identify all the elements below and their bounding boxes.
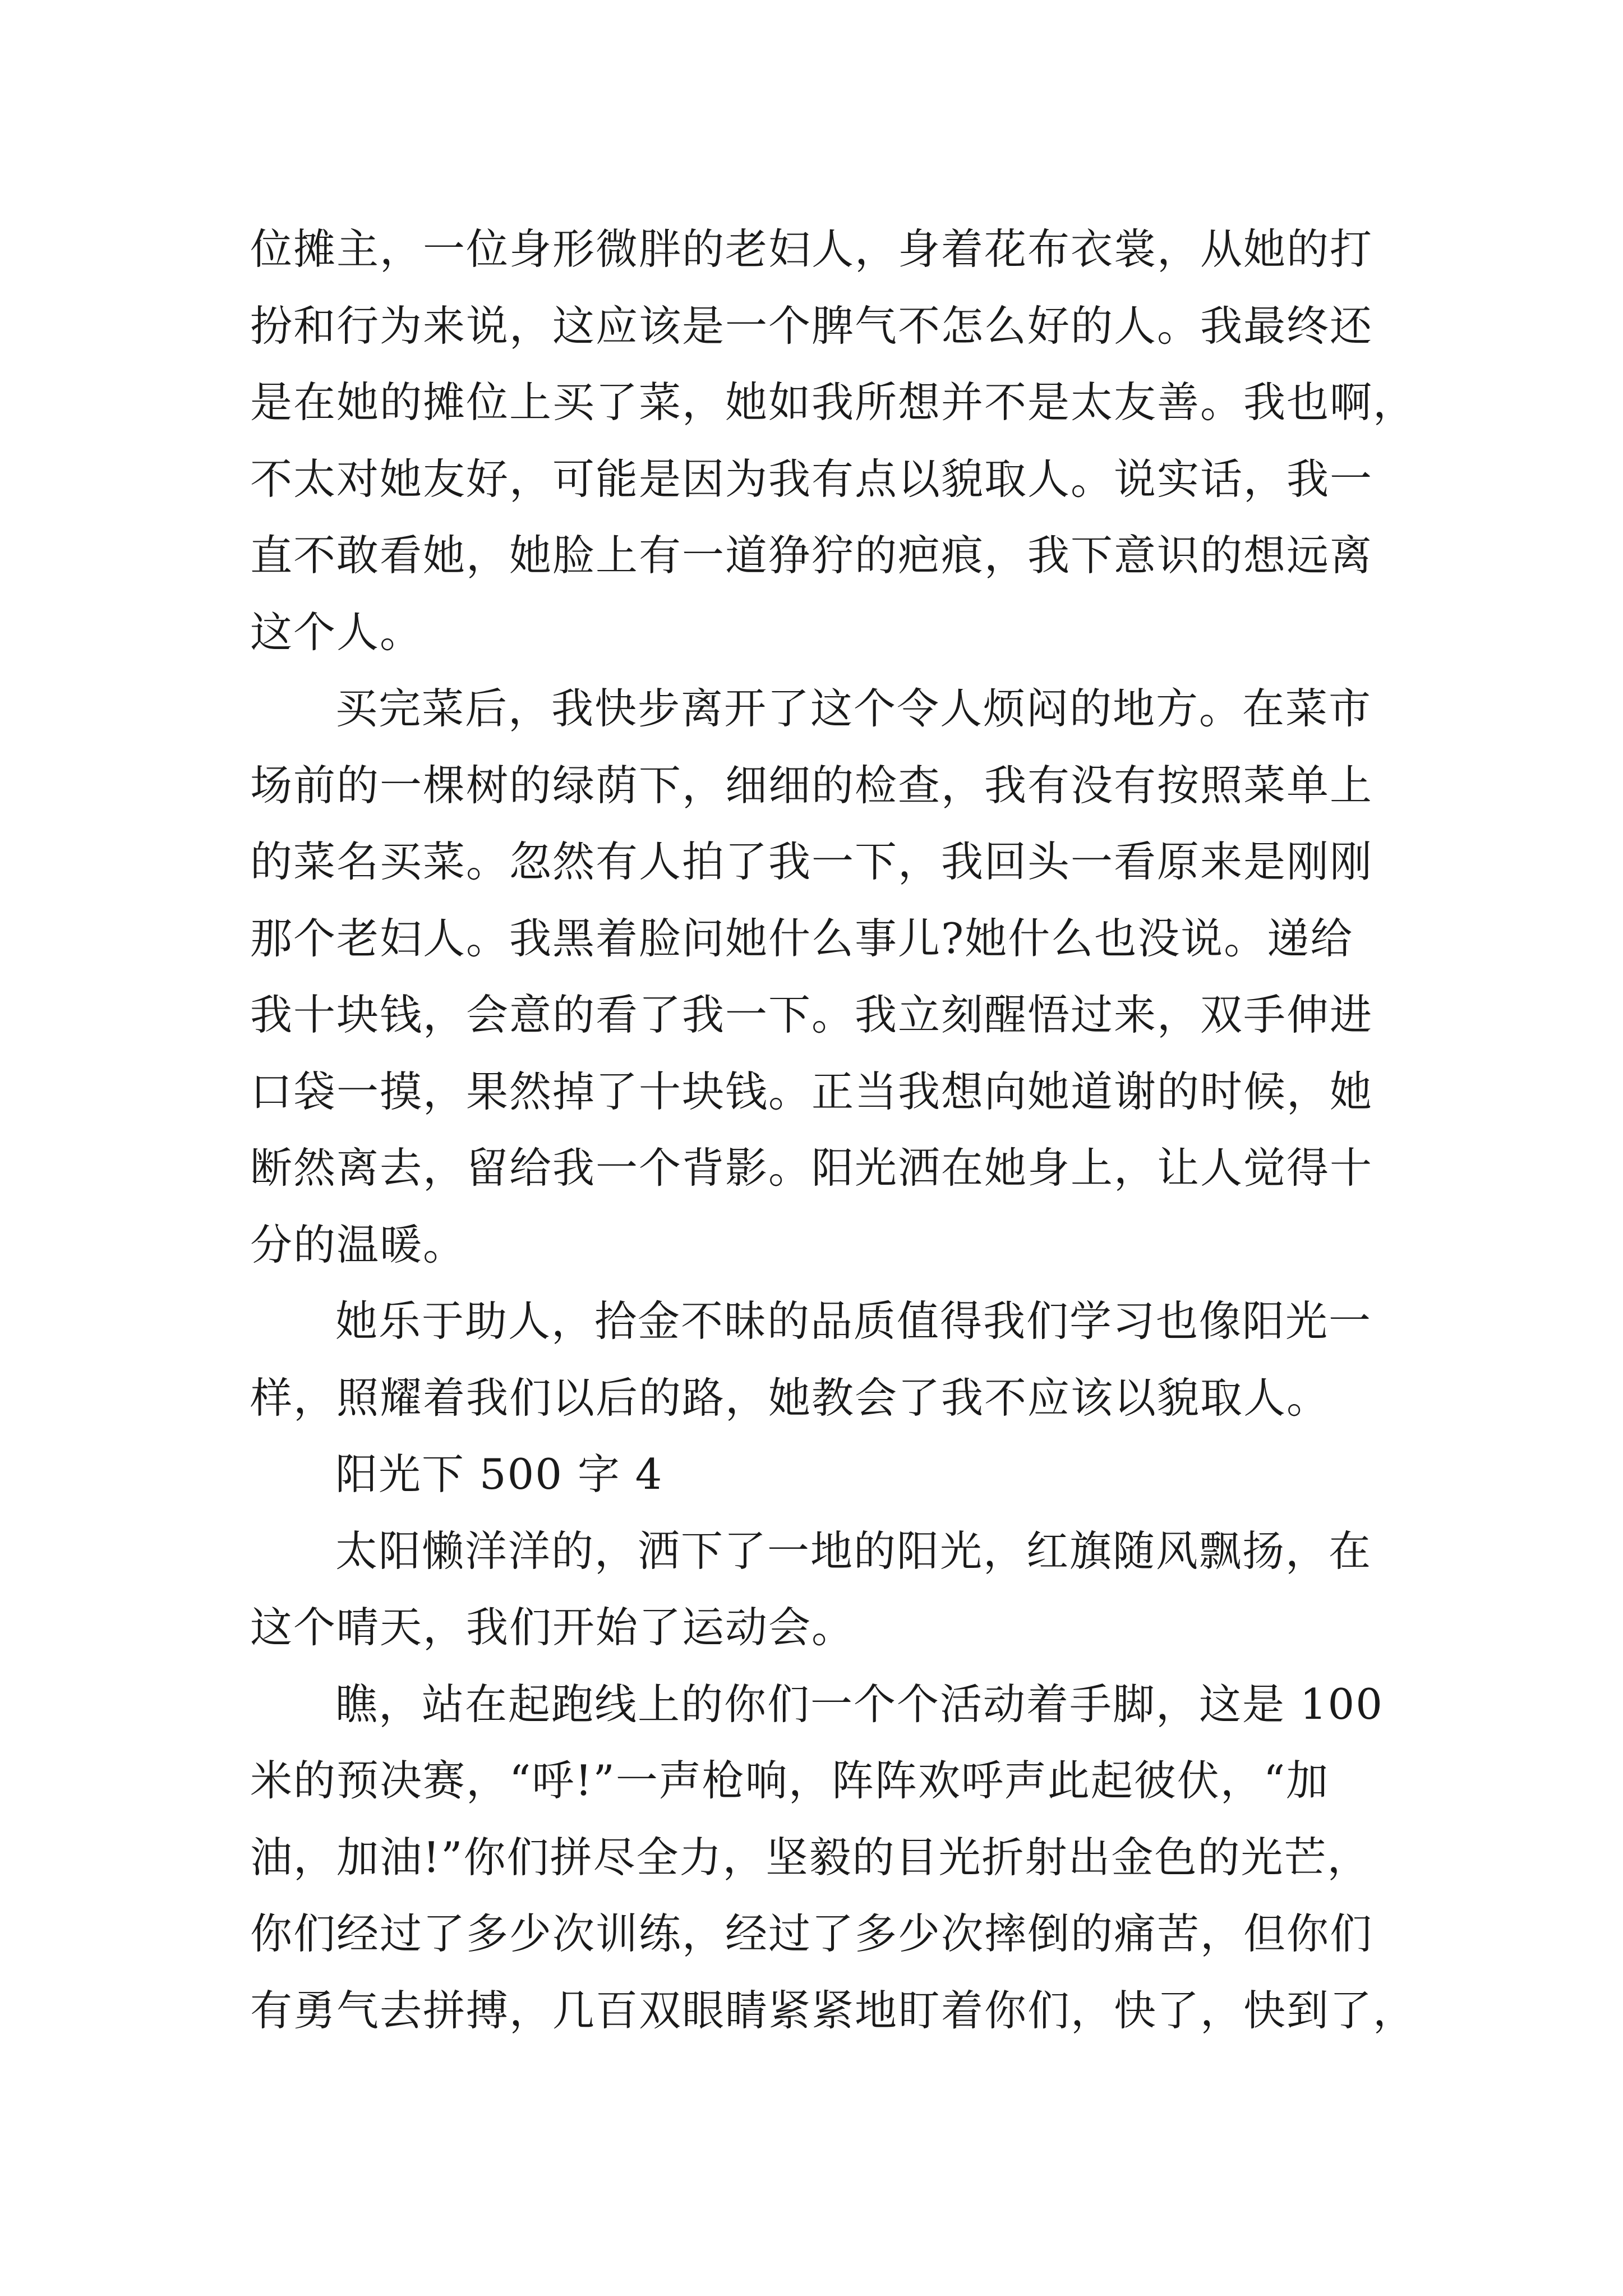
text-line: 是在她的摊位上买了菜，她如我所想并不是太友善。我也啊，: [250, 378, 1417, 427]
text-line: 我十块钱，会意的看了我一下。我立刻醒悟过来，双手伸进: [250, 990, 1373, 1039]
text-line: 有勇气去拼搏，几百双眼睛紧紧地盯着你们，快了，快到了，: [250, 1985, 1417, 2035]
text-line: 的菜名买菜。忽然有人拍了我一下，我回头一看原来是刚刚: [250, 837, 1373, 886]
text-line: 你们经过了多少次训练，经过了多少次摔倒的痛苦，但你们: [250, 1909, 1373, 1958]
text-line: 场前的一棵树的绿荫下，细细的检查，我有没有按照菜单上: [250, 760, 1373, 810]
text-line: 那个老妇人。我黑着脸问她什么事儿?她什么也没说。递给: [250, 913, 1354, 963]
text-line: 买完菜后，我快步离开了这个令人烦闷的地方。在菜市: [335, 684, 1372, 733]
text-line: 她乐于助人，拾金不昧的品质值得我们学习也像阳光一: [335, 1296, 1372, 1346]
document-body: [250, 211, 1417, 2049]
text-line: 样，照耀着我们以后的路，她教会了我不应该以貌取人。: [250, 1373, 1330, 1423]
text-line: 不太对她友好，可能是因为我有点以貌取人。说实话，我一: [250, 454, 1373, 504]
text-line: 直不敢看她，她脸上有一道狰狞的疤痕，我下意识的想远离: [250, 531, 1373, 580]
text-line: 太阳懒洋洋的，洒下了一地的阳光，红旗随风飘扬，在: [335, 1526, 1372, 1576]
text-line: 断然离去，留给我一个背影。阳光洒在她身上，让人觉得十: [250, 1143, 1373, 1193]
text-line: 位摊主，一位身形微胖的老妇人，身着花布衣裳，从她的打: [250, 224, 1373, 274]
text-line: 阳光下 500 字 4: [335, 1450, 663, 1499]
text-line: 口袋一摸，果然掉了十块钱。正当我想向她道谢的时候，她: [250, 1066, 1373, 1116]
text-line: 米的预决赛，“呼!”一声枪响，阵阵欢呼声此起彼伏，“加: [250, 1756, 1330, 1805]
text-line: 这个晴天，我们开始了运动会。: [250, 1603, 855, 1652]
text-line: 油，加油!”你们拼尽全力，坚毅的目光折射出金色的光芒，: [250, 1832, 1371, 1882]
text-line: 扮和行为来说，这应该是一个脾气不怎么好的人。我最终还: [250, 301, 1373, 351]
text-line: 这个人。: [250, 607, 423, 657]
text-line: 分的温暖。: [250, 1220, 467, 1269]
text-line: 瞧，站在起跑线上的你们一个个活动着手脚，这是 100: [335, 1679, 1384, 1729]
